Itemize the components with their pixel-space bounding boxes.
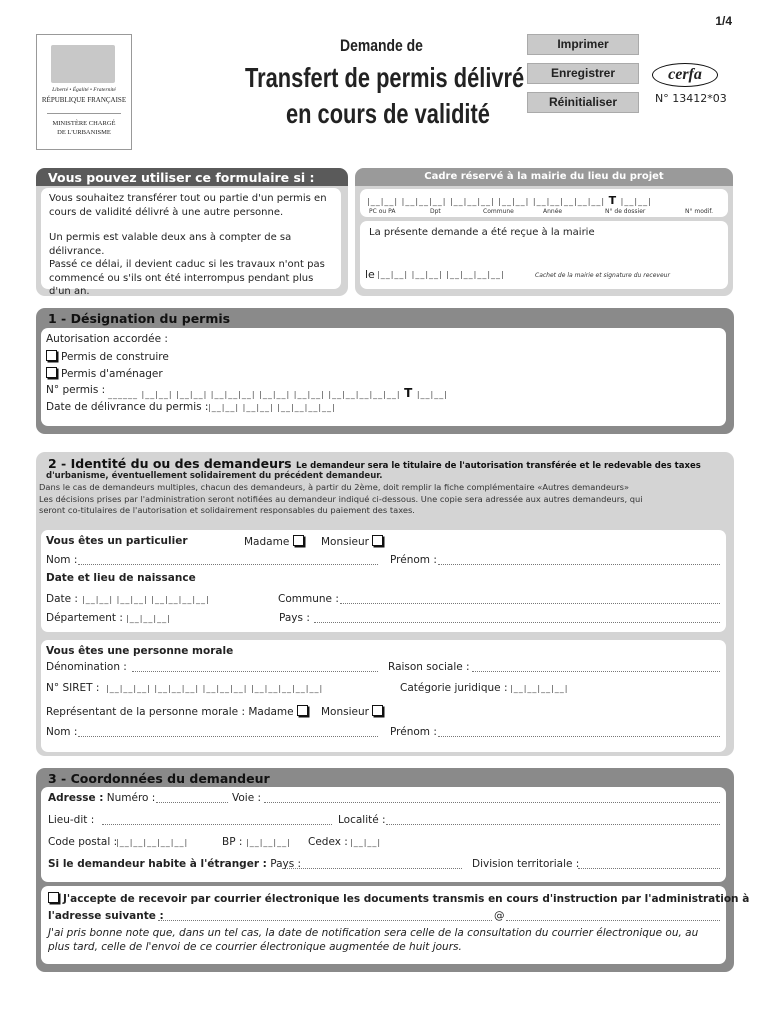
- section-1-title: 1 - Désignation du permis: [48, 311, 231, 326]
- logo-ministry-1: MINISTÈRE CHARGÉ: [52, 120, 116, 127]
- cedex-combs[interactable]: |__|__|: [350, 838, 382, 847]
- voie-input[interactable]: [264, 792, 720, 803]
- intro-heading: Vous pouvez utiliser ce formulaire si :: [36, 168, 348, 186]
- monsieur-option[interactable]: Monsieur: [321, 535, 387, 548]
- form-title-line2: en cours de validité: [286, 98, 490, 129]
- nom-label: Nom :: [46, 554, 78, 566]
- section-3-title: 3 - Coordonnées du demandeur: [48, 771, 270, 786]
- localite-input[interactable]: [386, 814, 720, 825]
- section-2-line3: seront co-titulaires de l'autorisation et solidairement responsables du paiement des taxes.: [39, 505, 415, 515]
- section-2-bold-a: Le demandeur sera le titulaire de l'autorisation transférée et le redevable des taxes: [295, 461, 701, 471]
- naissance-label: Date et lieu de naissance: [46, 572, 196, 584]
- accept-email-option[interactable]: J'accepte de recevoir par courrier électronique les documents transmis en cours d'instruction par l'administration à: [48, 892, 749, 905]
- cp-label: Code postal :: [48, 836, 118, 848]
- checkbox-icon[interactable]: [46, 350, 57, 361]
- raison-label: Raison sociale :: [388, 661, 470, 673]
- accept-email-l2: l'adresse suivante :: [48, 910, 164, 922]
- delivrance-label: Date de délivrance du permis :: [46, 401, 209, 413]
- mairie-date-combs[interactable]: |__|__| |__|__| |__|__|__|__|: [377, 270, 505, 279]
- nom2-input[interactable]: [78, 726, 378, 737]
- option-permis-construire[interactable]: Permis de construire: [46, 350, 169, 363]
- intro-p2-l2: Passé ce délai, il devient caduc si les travaux n'ont pas: [49, 259, 325, 270]
- cerfa-logo: cerfa: [652, 63, 718, 87]
- mairie-received: La présente demande a été reçue à la mairie: [369, 227, 595, 238]
- logo-republic: RÉPUBLIQUE FRANÇAISE: [41, 96, 127, 104]
- checkbox-icon[interactable]: [293, 535, 304, 546]
- etranger-label: Si le demandeur habite à l'étranger :: [48, 858, 267, 870]
- intro-p2-l4: d'un an.: [49, 286, 90, 297]
- checkbox-icon[interactable]: [48, 892, 59, 903]
- mairie-heading: Cadre réservé à la mairie du lieu du projet: [355, 168, 733, 186]
- mairie-panel: [355, 168, 733, 296]
- form-subtitle: Demande de: [340, 36, 423, 55]
- commune-input[interactable]: [340, 593, 720, 604]
- note-l1: J'ai pris bonne note que, dans un tel cas, la date de notification sera celle de la consultation du courrier électronique ou, au: [48, 927, 699, 939]
- date-combs[interactable]: |__|__| |__|__| |__|__|__|__|: [82, 595, 210, 604]
- save-button[interactable]: Enregistrer: [527, 63, 639, 84]
- pays3-label: Pays :: [270, 858, 302, 870]
- siret-combs[interactable]: |__|__|__| |__|__|__| |__|__|__| |__|__|__|__|__|: [106, 684, 324, 693]
- marianne-flag-icon: [51, 45, 115, 83]
- section-2-title: 2 - Identité du ou des demandeurs: [48, 456, 292, 471]
- madame-option[interactable]: Madame: [244, 535, 308, 548]
- denomination-input[interactable]: [132, 661, 378, 672]
- division-label: Division territoriale :: [472, 858, 580, 870]
- cedex-label: Cedex :: [308, 836, 348, 848]
- representant-label[interactable]: Représentant de la personne morale : Madame: [46, 705, 312, 718]
- cp-combs[interactable]: |__|__|__|__|__|: [116, 838, 189, 847]
- section-2-line2: Les décisions prises par l'administration seront notifiées au demandeur indiqué ci-dessous. Une copie sera adressée aux autres demandeurs, qui: [39, 493, 643, 504]
- numero-input[interactable]: [156, 792, 228, 803]
- logo-motto: Liberté • Égalité • Fraternité: [52, 87, 116, 93]
- section-2: [36, 452, 734, 756]
- categorie-label: Catégorie juridique :: [400, 682, 508, 694]
- page-number: 1/4: [715, 14, 732, 28]
- mairie-le: le: [365, 268, 375, 281]
- adresse-label: Adresse :: [48, 792, 104, 804]
- print-button[interactable]: Imprimer: [527, 34, 639, 55]
- voie-label: Voie :: [232, 792, 262, 804]
- monsieur2-option[interactable]: Monsieur: [321, 705, 387, 718]
- section-3: [36, 768, 750, 972]
- prenom2-label: Prénom :: [390, 726, 437, 738]
- logo-ministry-2: DE L'URBANISME: [57, 129, 111, 136]
- nom-input[interactable]: [78, 554, 378, 565]
- cerfa-number: N° 13412*03: [655, 92, 727, 105]
- checkbox-icon[interactable]: [372, 535, 383, 546]
- numero-label: Numéro :: [106, 792, 156, 804]
- form-title-line1: Transfert de permis délivré: [245, 62, 525, 93]
- checkbox-icon[interactable]: [297, 705, 308, 716]
- mairie-number-combs[interactable]: |__|__| |__|__|__| |__|__|__| |__|__| |__|__|__|__|__| T |__|__|: [367, 194, 652, 207]
- denomination-label: Dénomination :: [46, 661, 127, 673]
- nom2-label: Nom :: [46, 726, 78, 738]
- prenom-input[interactable]: [438, 554, 720, 565]
- mairie-label-commune: Commune: [483, 208, 514, 215]
- checkbox-icon[interactable]: [46, 367, 57, 378]
- bp-combs[interactable]: |__|__|__|: [246, 838, 291, 847]
- intro-p2-l1: Un permis est valable deux ans à compter de sa délivrance.: [49, 232, 292, 257]
- marianne-logo: [36, 34, 132, 150]
- pays-label: Pays :: [279, 612, 310, 624]
- intro-p1-l1: Vous souhaitez transférer tout ou partie d'un permis en: [49, 193, 327, 204]
- pays3-input[interactable]: [282, 858, 462, 869]
- mairie-stamp: Cachet de la mairie et signature du receveur: [535, 272, 670, 279]
- bp-label: BP :: [222, 836, 243, 848]
- checkbox-icon[interactable]: [372, 705, 383, 716]
- mairie-label-dpt: Dpt: [430, 208, 441, 215]
- section-2-bold-b: d'urbanisme, éventuellement solidairement du précédent demandeur.: [46, 471, 383, 481]
- delivrance-combs[interactable]: |__|__| |__|__| |__|__|__|__|: [208, 403, 336, 412]
- note-l2: plus tard, celle de l'envoi de ce courrier électronique augmentée de huit jours.: [48, 941, 462, 953]
- mairie-label-dossier: N° de dossier: [605, 208, 646, 215]
- option-permis-amenager[interactable]: Permis d'aménager: [46, 367, 163, 380]
- intro-p2-l3: commencé ou s'ils ont été interrompus pendant plus: [49, 272, 314, 284]
- email-local-input[interactable]: [158, 910, 492, 921]
- pays-input[interactable]: [314, 612, 720, 623]
- siret-label: N° SIRET :: [46, 682, 100, 694]
- permis-number-label: N° permis :: [46, 384, 106, 396]
- section-2-line1: Dans le cas de demandeurs multiples, chacun des demandeurs, à partir du 2ème, doit remplir la fiche complémentaire «Autres demandeurs»: [39, 482, 630, 492]
- particulier-label: Vous êtes un particulier: [46, 535, 188, 547]
- lieudit-label: Lieu-dit :: [48, 814, 95, 826]
- email-at: @: [494, 910, 505, 922]
- morale-label: Vous êtes une personne morale: [46, 645, 234, 657]
- prenom2-input[interactable]: [438, 726, 720, 737]
- commune-label: Commune :: [278, 593, 339, 605]
- mairie-label-pc: PC ou PA: [369, 208, 396, 215]
- lieudit-input[interactable]: [102, 814, 332, 825]
- reset-button[interactable]: Réinitialiser: [527, 92, 639, 113]
- raison-input[interactable]: [472, 661, 720, 672]
- division-input[interactable]: [578, 858, 720, 869]
- permis-number-combs[interactable]: ______ |__|__| |__|__| |__|__|__| |__|__| |__|__| |__|__|__|__|__| T |__|__|: [108, 386, 448, 400]
- departement-label: Département :: [46, 612, 123, 624]
- categorie-combs[interactable]: |__|__|__|__|: [510, 684, 569, 693]
- intro-p1-l2: cours de validité délivré à une autre personne.: [49, 206, 284, 218]
- email-domain-input[interactable]: [506, 910, 720, 921]
- mairie-label-modif: N° modif.: [685, 208, 713, 215]
- localite-label: Localité :: [338, 814, 386, 826]
- date-label: Date :: [46, 593, 78, 605]
- mairie-label-annee: Année: [543, 208, 563, 215]
- prenom-label: Prénom :: [390, 554, 437, 566]
- intro-panel: [36, 168, 348, 296]
- departement-combs[interactable]: |__|__|__|: [126, 614, 171, 623]
- section-1: [36, 308, 734, 434]
- autorisation-label: Autorisation accordée :: [46, 333, 168, 345]
